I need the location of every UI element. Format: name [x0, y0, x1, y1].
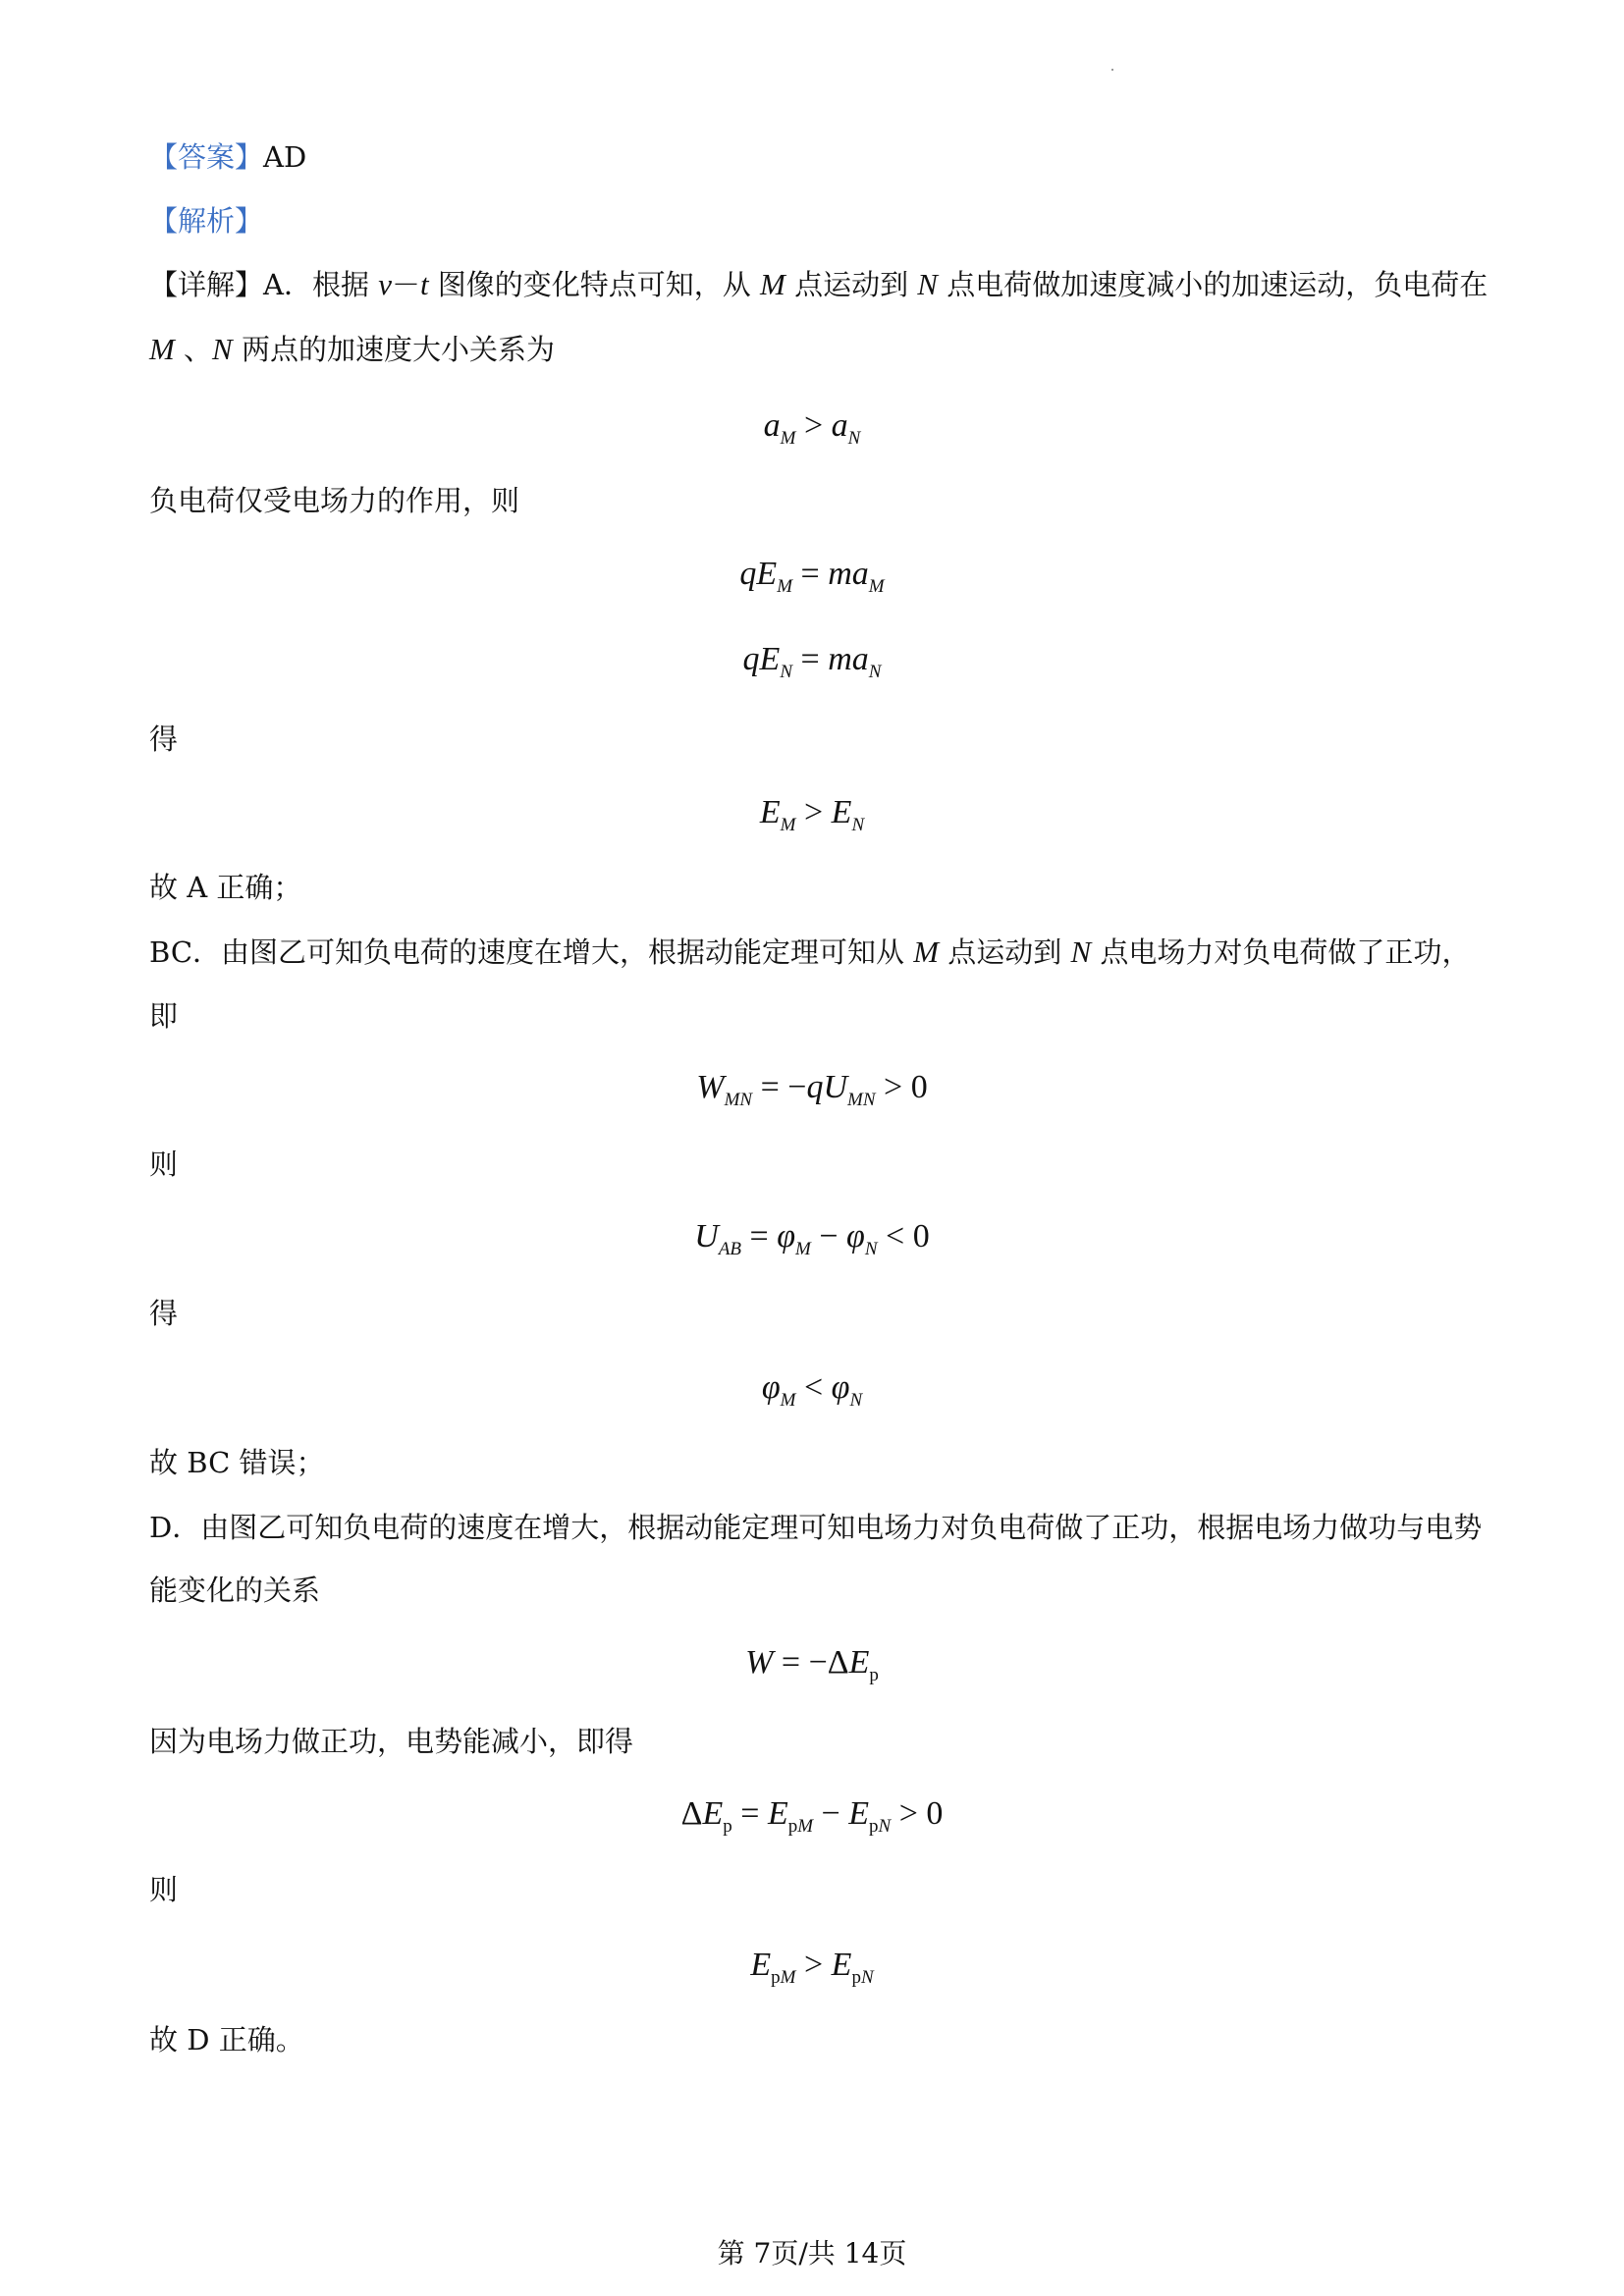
equation-work-energy: $W = -\Delta E_p$	[745, 1644, 879, 1685]
detail-text: 两点的加速度大小关系为	[232, 333, 555, 366]
equation-accel-compare: $a_M > a_N$	[763, 407, 861, 449]
equation-energy-compare: $E_{pM} > E_{pN}$	[750, 1947, 874, 1988]
detail-text: －	[391, 268, 420, 301]
text-conclude-bc: 故 BC 错误；	[149, 1446, 325, 1479]
bc-line-1: BC．由图乙可知负电荷的速度在增大，根据动能定理可知从 M 点运动到 N 点电场力对负电荷做了正功，	[149, 934, 1471, 969]
d-line-1: D．由图乙可知负电荷的速度在增大，根据动能定理可知电场力对负电荷做了正功，根据电场力做功与电势	[149, 1511, 1483, 1544]
var-N: N	[1070, 934, 1092, 969]
var-v: v	[378, 267, 392, 301]
text-ze-2: 则	[149, 1873, 179, 1906]
var-N: N	[917, 267, 938, 301]
text-conclude-d: 故 D 正确。	[149, 2023, 304, 2056]
detail-line-1	[149, 265, 1488, 304]
d-line-2: 能变化的关系	[149, 1574, 321, 1607]
text-because: 因为电场力做正功，电势能减小，即得	[149, 1725, 634, 1758]
var-M: M	[760, 267, 785, 301]
equation-field-compare: $E_M > E_N$	[759, 794, 865, 835]
detail-text: 点运动到	[785, 268, 918, 301]
detail-text: 图像的变化特点可知，从	[428, 268, 761, 301]
var-t: t	[419, 267, 429, 301]
answer-label: 【答案】	[149, 140, 264, 174]
var-N: N	[212, 332, 233, 366]
analysis-label: 【解析】	[149, 204, 264, 238]
bc-line-2: 即	[149, 999, 179, 1033]
answer-value: AD	[263, 140, 307, 174]
var-M: M	[149, 332, 175, 366]
detail-line-2	[149, 330, 555, 369]
equation-energy-change: $\Delta E_p = E_{pM} - E_{pN} > 0$	[680, 1795, 944, 1837]
detail-text: A．根据	[263, 268, 379, 301]
detail-text: 、	[174, 333, 213, 366]
equation-force-M: $qE_M = ma_M$	[739, 556, 885, 597]
equation-potential-compare: $\varphi_M < \varphi_N$	[761, 1369, 863, 1411]
text-conclude-a: 故 A 正确；	[149, 871, 302, 904]
detail-text: 点电荷做加速度减小的加速运动，负电荷在	[937, 268, 1489, 301]
scan-dot	[1111, 69, 1113, 71]
equation-work-MN: $W_{MN} = -qU_{MN} > 0$	[696, 1069, 928, 1110]
detail-label: 【详解】	[149, 268, 264, 301]
text-de-2: 得	[149, 1297, 179, 1330]
text-de-1: 得	[149, 722, 179, 756]
page-footer: 第 7页/共 14页	[717, 2237, 907, 2269]
equation-potential-difference: $U_{AB} = \varphi_M - \varphi_N < 0$	[694, 1218, 930, 1259]
text-ze-1: 则	[149, 1148, 179, 1181]
var-M: M	[913, 934, 940, 969]
answer-line	[149, 137, 306, 177]
text-force-only: 负电荷仅受电场力的作用，则	[149, 484, 520, 517]
equation-force-N: $qE_N = ma_N$	[742, 641, 882, 682]
